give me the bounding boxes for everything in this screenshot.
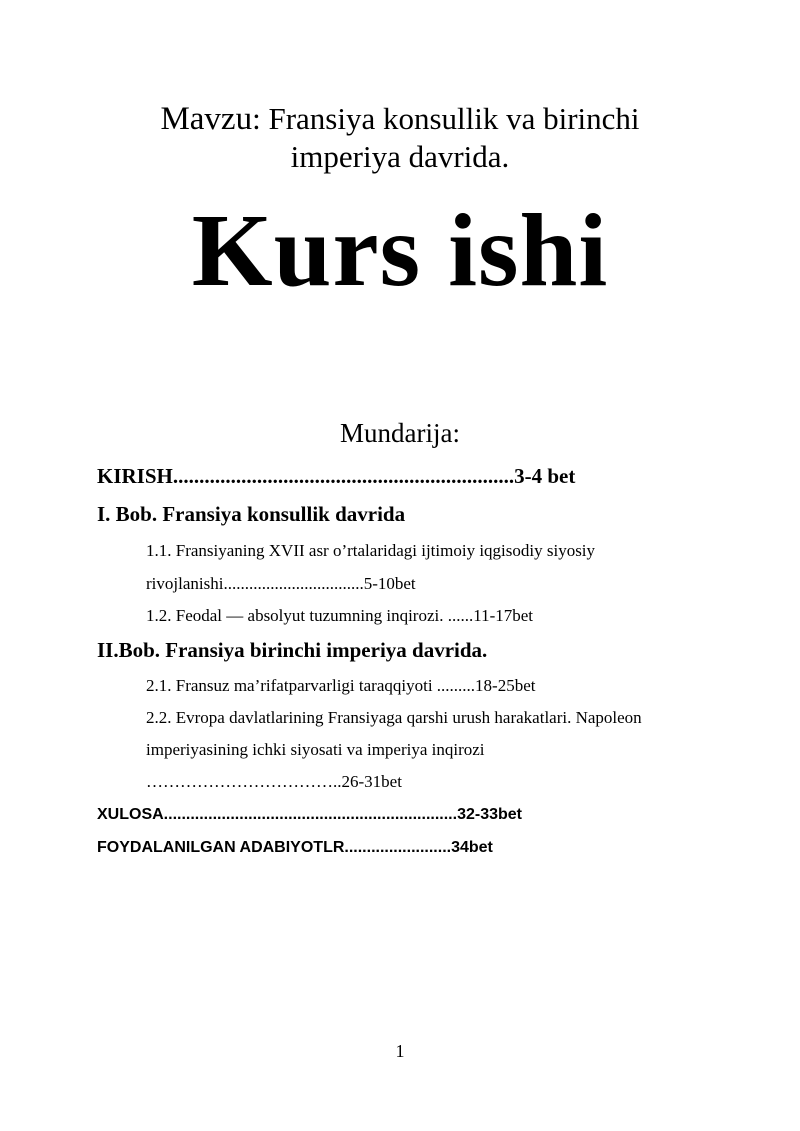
subject-label: Mavzu bbox=[160, 101, 253, 137]
toc-chapter-1: I. Bob. Fransiya konsullik davrida bbox=[97, 502, 406, 526]
toc-item-1-2: 1.2. Feodal — absolyut tuzumning inqirozi. ......11-17bet bbox=[146, 606, 534, 625]
subject-line-2: imperiya davrida. bbox=[290, 139, 510, 174]
toc-item-2-2-line-1: 2.2. Evropa davlatlarining Fransiyaga qarshi urush harakatlari. Napoleon bbox=[146, 708, 642, 727]
subject-heading bbox=[0, 100, 800, 176]
toc-chapter-2: II.Bob. Fransiya birinchi imperiya davrida. bbox=[97, 638, 488, 662]
page-number: 1 bbox=[395, 1041, 405, 1061]
toc-entry-kirish: KIRISH.................................................................3-4 bet bbox=[97, 464, 576, 488]
subject-line-1 bbox=[0, 100, 800, 138]
subject-text-1: Fransiya konsullik va birinchi bbox=[260, 101, 640, 136]
document-title: Kurs ishi bbox=[191, 193, 609, 308]
toc-item-1-1-line-2: rivojlanishi.................................5-10bet bbox=[146, 574, 416, 593]
toc-entry-xulosa: XULOSA..................................................................32-33bet bbox=[97, 806, 522, 823]
toc-item-2-1: 2.1. Fransuz ma’rifatparvarligi taraqqiyoti .........18-25bet bbox=[146, 676, 536, 695]
toc-heading: Mundarija: bbox=[340, 418, 460, 448]
toc-item-1-1-line-1: 1.1. Fransiyaning XVII asr o’rtalaridagi ijtimoiy iqgisodiy siyosiy bbox=[146, 541, 596, 560]
toc-entry-adabiyotlar: FOYDALANILGAN ADABIYOTLR........................34bet bbox=[97, 839, 493, 856]
toc-item-2-2-line-3: ……………………………..26-31bet bbox=[146, 772, 402, 791]
subject-colon: : bbox=[252, 101, 261, 136]
toc-item-2-2-line-2: imperiyasining ichki siyosati va imperiya inqirozi bbox=[146, 740, 485, 759]
